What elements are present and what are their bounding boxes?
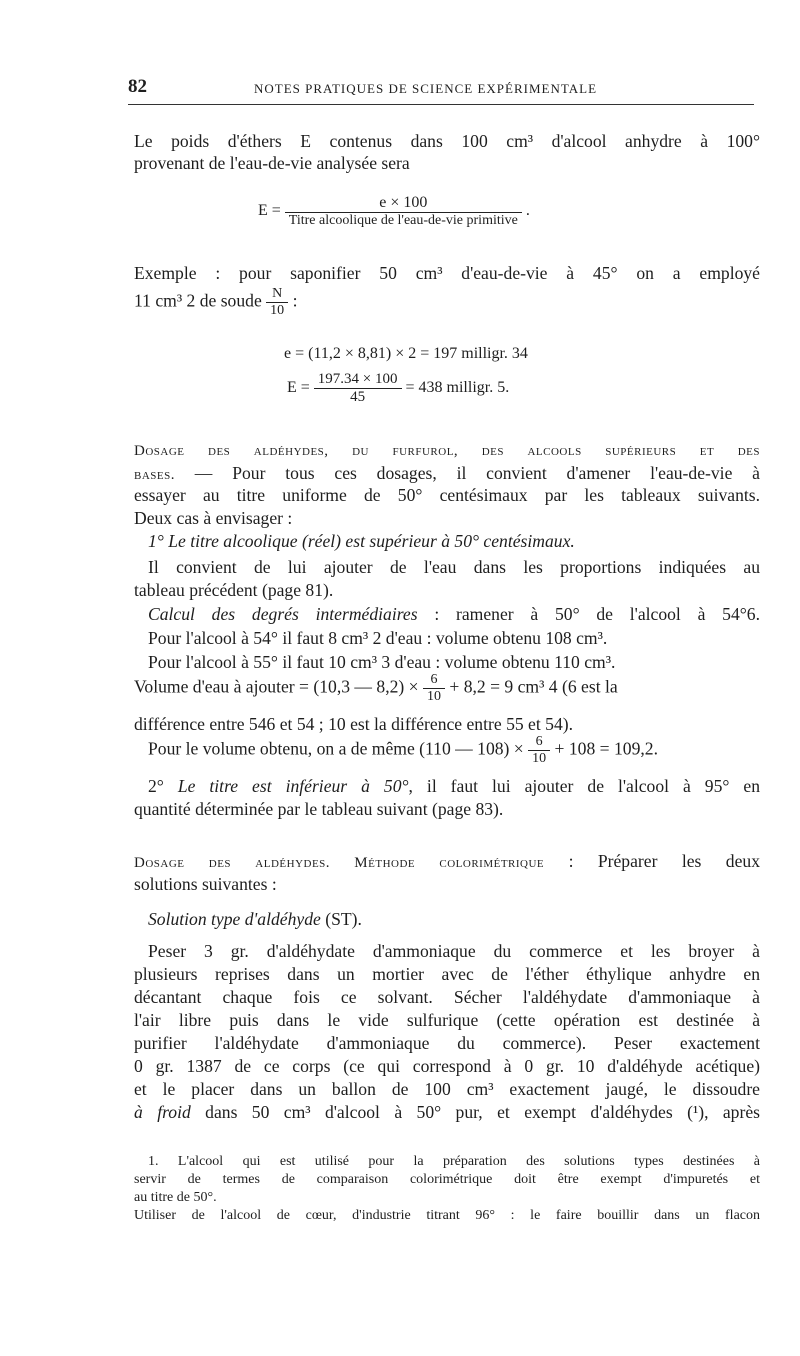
dosage-line8-text: : ramener à 50° de l'alcool à 54°6. (417, 604, 760, 624)
footnote-line3: au titre de 50°. (134, 1190, 217, 1205)
formula-numerator: e × 100 (285, 194, 522, 213)
formula-ethers (258, 194, 530, 229)
case-2-number: 2° (148, 776, 178, 796)
example-soda: 11 cm³ 2 de soude (134, 290, 262, 311)
volume-result: + 108 = 109,2. (554, 738, 658, 759)
solution-type-heading (148, 908, 362, 930)
normality-fraction (266, 286, 288, 319)
dosage-line8 (148, 603, 760, 625)
normality-den: 10 (270, 303, 285, 318)
normality-num: N (266, 286, 288, 303)
dosage-line6: Il convient de lui ajouter de l'eau dans les proportions indiquées au (148, 557, 760, 577)
header-rule (128, 104, 754, 105)
dosage-line7: tableau précédent (page 81). (134, 580, 334, 600)
page-number: 82 (128, 76, 147, 97)
eq-E-lhs: E = (287, 379, 310, 397)
dosage-line10: Pour l'alcool à 55° il faut 10 cm³ 3 d'eau : volume obtenu 110 cm³. (148, 652, 616, 672)
formula-denominator: Titre alcoolique de l'eau-de-vie primitive (288, 213, 518, 228)
volume-frac-den: 10 (532, 751, 547, 766)
dosage2-p5: purifier l'aldéhydate d'ammoniaque du commerce). Peser exactement (134, 1033, 760, 1053)
example-line1: Exemple : pour saponifier 50 cm³ d'eau-de-vie à 45° on a employé (134, 263, 760, 283)
dosage2-line2: solutions suivantes : (134, 874, 277, 894)
dosage-line13 (148, 734, 658, 767)
water-volume-fraction (423, 672, 445, 705)
dosage-line12: différence entre 546 et 54 ; 10 est la différence entre 55 et 54). (134, 714, 574, 734)
footnote-line4: Utiliser de l'alcool de cœur, d'industrie titrant 96° : le faire bouillir dans un flacon (134, 1208, 760, 1223)
solution-type-title: Solution type d'aldéhyde (148, 909, 321, 929)
dosage2-p1: Peser 3 gr. d'aldéhydate d'ammoniaque du commerce et les broyer à (148, 941, 760, 961)
case-2-heading: Le titre est inférieur à 50° (177, 776, 409, 796)
eq-E-den: 45 (314, 388, 402, 406)
page-header (128, 76, 754, 102)
dosage2-p4: l'air libre puis dans le vide sulfurique (cette opération est destinée à (134, 1010, 760, 1030)
dosage-line3: essayer au titre uniforme de 50° centésimaux par les tableaux suivants. (134, 485, 760, 505)
dosage2-line1 (134, 850, 760, 874)
water-frac-num: 6 (423, 672, 445, 689)
running-title: NOTES PRATIQUES DE SCIENCE EXPÉRIMENTALE (254, 81, 598, 96)
eq-E-rhs: = 438 milligr. 5. (405, 379, 510, 397)
dosage2-p8-text: dans 50 cm³ d'alcool à 50° pur, et exempt d'aldéhydes (¹), après (190, 1102, 760, 1122)
eq-E-fraction (314, 371, 402, 406)
footnote-line1: 1. L'alcool qui est utilisé pour la préparation des solutions types destinées à (148, 1154, 760, 1169)
dosage-line11 (134, 672, 760, 705)
dosage2-p7: et le placer dans un ballon de 100 cm³ exactement jaugé, le dissoudre (134, 1079, 760, 1099)
formula-fraction (285, 194, 522, 229)
dosage-line2 (134, 462, 760, 486)
p1-line2: provenant de l'eau-de-vie analysée sera (134, 153, 410, 173)
formula-lhs: E = (258, 202, 281, 220)
intermediate-degrees-heading: Calcul des degrés intermédiaires (148, 604, 418, 624)
formula-end: . (525, 202, 530, 220)
footnote-line2: servir de termes de comparaison colorimétrique doit être exempt d'impuretés et (134, 1172, 760, 1187)
dosage-line14-text: , il faut lui ajouter de l'alcool à 95° en (408, 776, 761, 796)
case-1: 1° Le titre alcoolique (réel) est supérieur à 50° centésimaux. (148, 531, 575, 551)
dosage-line14 (148, 775, 760, 797)
cold-italic: à froid (134, 1102, 191, 1122)
section-title-dosage: Dosage des aldéhydes, du furfurol, des alcools supérieurs et des (134, 443, 760, 459)
equation-e: e = (11,2 × 8,81) × 2 = 197 milligr. 34 (284, 345, 528, 362)
volume-fraction (528, 734, 550, 767)
section-title-colorimetric: Dosage des aldéhydes. Méthode colorimétrique (134, 855, 545, 871)
volume-formula: Pour le volume obtenu, on a de même (110 — 108) × (148, 738, 524, 759)
water-frac-den: 10 (426, 689, 441, 704)
dosage2-line1-text: : Préparer les deux (544, 851, 760, 871)
dosage-line9: Pour l'alcool à 54° il faut 8 cm³ 2 d'eau : volume obtenu 108 cm³. (148, 628, 608, 648)
water-volume-result: + 8,2 = 9 cm³ 4 (6 est la (449, 676, 618, 697)
dosage-line4: Deux cas à envisager : (134, 508, 293, 528)
dosage-line2-text: — Pour tous ces dosages, il convient d'amener l'eau-de-vie à (175, 463, 760, 483)
eq-E-num: 197.34 × 100 (317, 371, 398, 387)
dosage2-p8 (134, 1101, 760, 1123)
example-colon: : (292, 290, 298, 311)
example-line2 (134, 286, 297, 319)
dosage2-p2: plusieurs reprises dans un mortier avec de l'éther éthylique anhydre en (134, 964, 760, 984)
p1-line1: Le poids d'éthers E contenus dans 100 cm³ d'alcool anhydre à 100° (134, 131, 760, 151)
dosage-line15: quantité déterminée par le tableau suivant (page 83). (134, 799, 504, 819)
dosage2-p3: décantant chaque fois ce solvant. Sécher l'aldéhydate d'ammoniaque à (134, 987, 760, 1007)
dosage2-p6: 0 gr. 1387 de ce corps (ce qui correspond à 0 gr. 10 d'aldéhyde acétique) (134, 1056, 760, 1076)
volume-frac-num: 6 (528, 734, 550, 751)
equation-E (287, 371, 509, 406)
section-title-bases: bases. (134, 467, 175, 483)
water-volume-formula: Volume d'eau à ajouter = (10,3 — 8,2) × (134, 676, 419, 697)
solution-type-abbr: (ST). (320, 909, 362, 929)
